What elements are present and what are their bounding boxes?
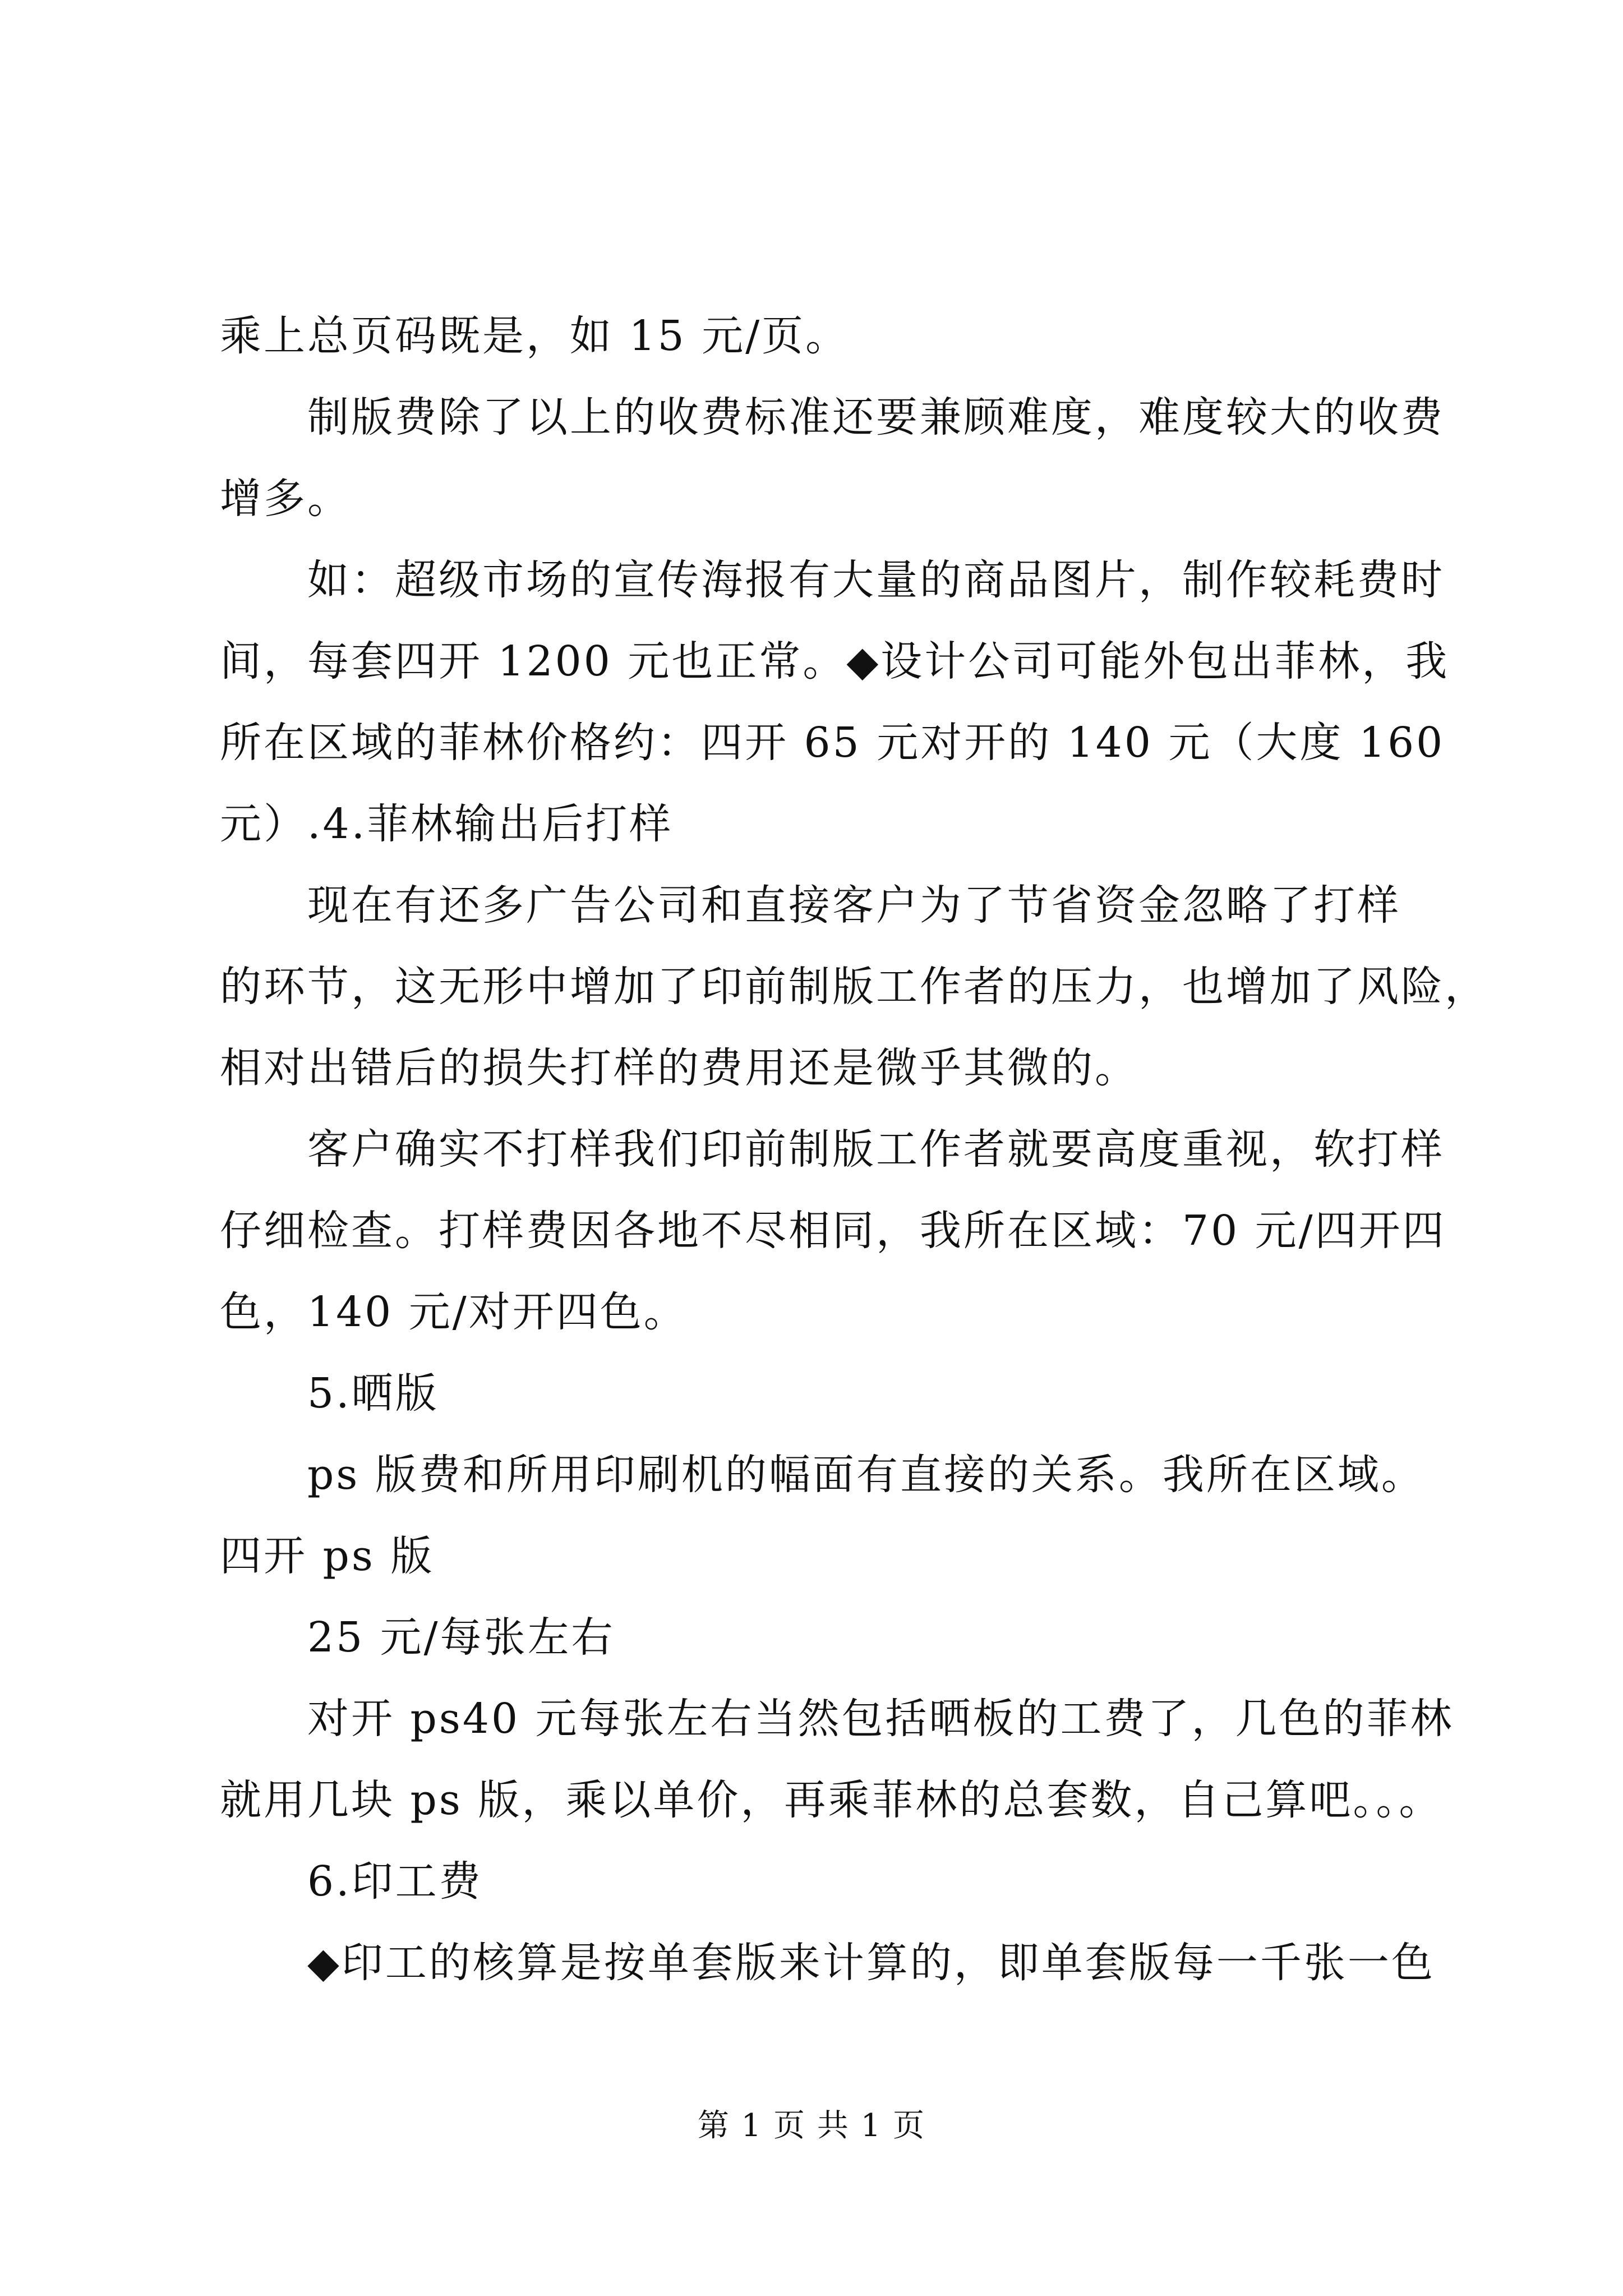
text-line: 间，每套四开 1200 元也正常。◆设计公司可能外包出菲林，我 <box>220 637 1450 685</box>
text-line: 色，140 元/对开四色。 <box>220 1288 688 1336</box>
text-line: 的环节，这无形中增加了印前制版工作者的压力，也增加了风险， <box>220 963 1488 1011</box>
text-line: 对开 ps40 元每张左右当然包括晒板的工费了，几色的菲林 <box>307 1695 1454 1743</box>
text-line: 客户确实不打样我们印前制版工作者就要高度重视，软打样 <box>307 1125 1445 1174</box>
text-line: 就用几块 ps 版，乘以单价，再乘菲林的总套数，自己算吧。。。 <box>220 1776 1443 1824</box>
text-line: 乘上总页码既是，如 15 元/页。 <box>220 312 850 360</box>
text-line: 四开 ps 版 <box>220 1532 435 1580</box>
text-line: 相对出错后的损失打样的费用还是微乎其微的。 <box>220 1044 1138 1092</box>
text-line: ◆印工的核算是按单套版来计算的，即单套版每一千张一色 <box>307 1939 1435 1987</box>
text-line: 仔细检查。打样费因各地不尽相同，我所在区域：70 元/四开四 <box>220 1207 1446 1255</box>
page-footer: 第 1 页 共 1 页 <box>697 2108 926 2144</box>
text-line: 增多。 <box>220 475 351 523</box>
text-line: 如：超级市场的宣传海报有大量的商品图片，制作较耗费时 <box>307 556 1445 604</box>
text-line: 制版费除了以上的收费标准还要兼顾难度，难度较大的收费 <box>307 393 1445 441</box>
section-heading: 5.晒版 <box>307 1369 439 1418</box>
text-line: 所在区域的菲林价格约：四开 65 元对开的 140 元（大度 160 <box>220 719 1445 767</box>
text-line: ps 版费和所用印刷机的幅面有直接的关系。我所在区域。 <box>307 1451 1425 1499</box>
text-line: 元）.4.菲林输出后打样 <box>220 800 674 848</box>
text-line: 25 元/每张左右 <box>307 1613 615 1662</box>
section-heading: 6.印工费 <box>307 1857 483 1906</box>
text-line: 现在有还多广告公司和直接客户为了节省资金忽略了打样 <box>307 881 1401 930</box>
